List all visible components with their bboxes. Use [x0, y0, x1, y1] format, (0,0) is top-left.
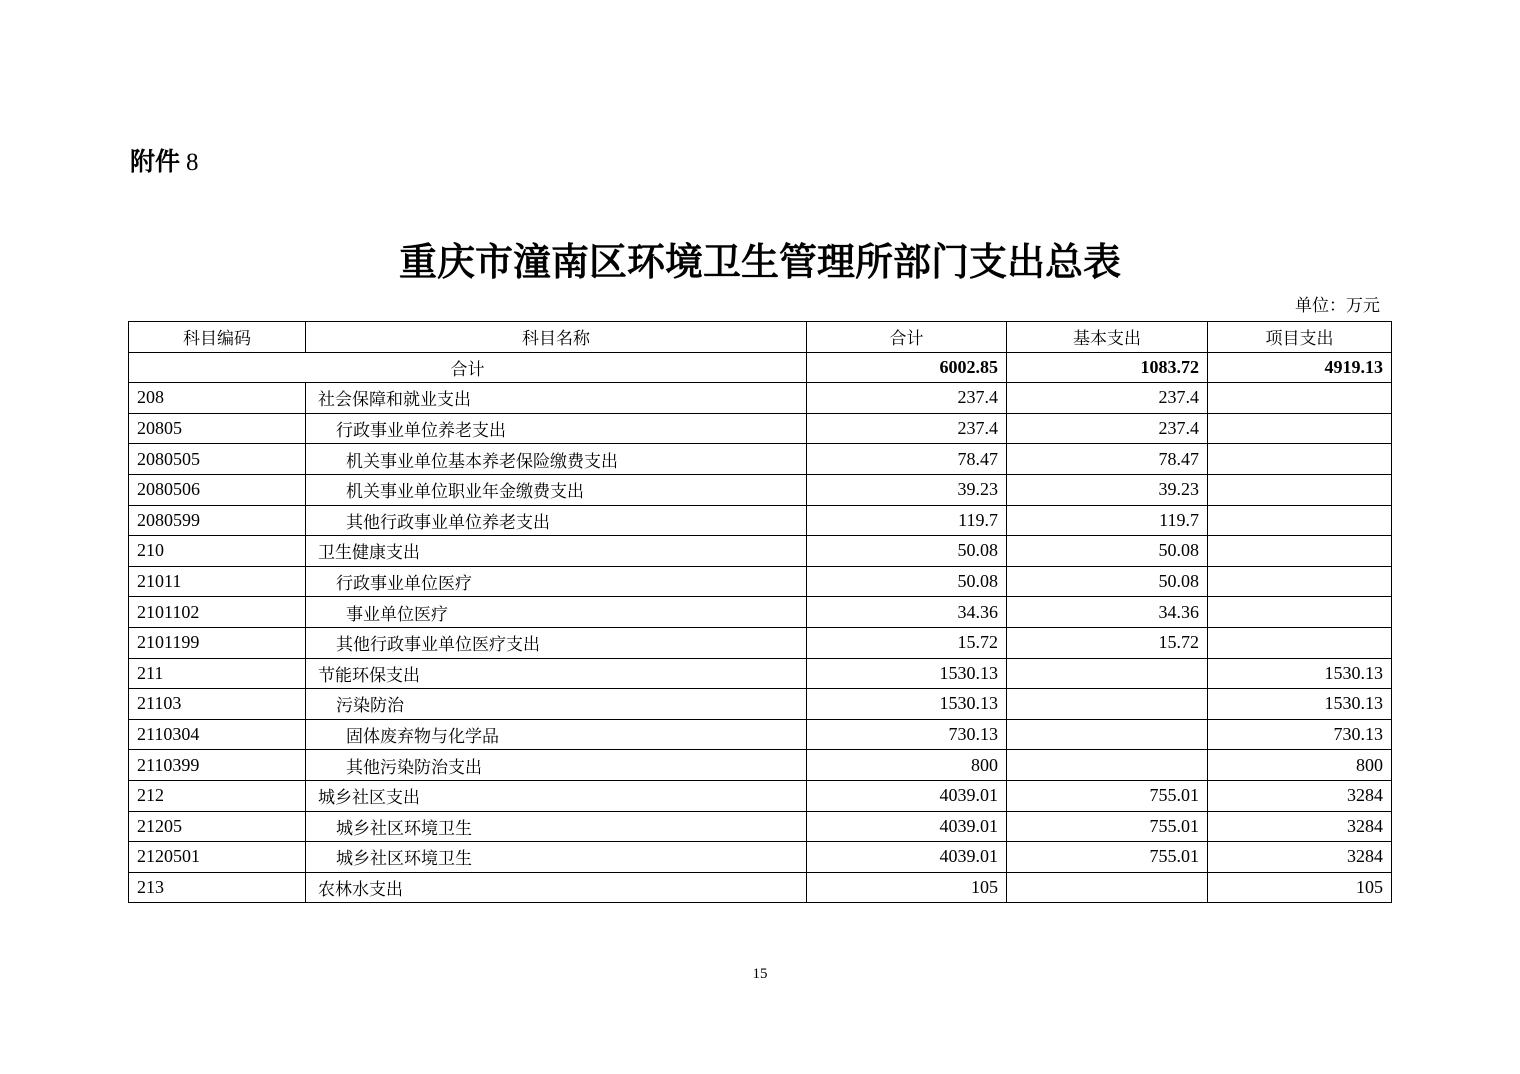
- cell-name: 城乡社区支出: [306, 780, 807, 811]
- cell-code: 210: [129, 536, 306, 567]
- cell-project: [1208, 505, 1392, 536]
- cell-total: 4039.01: [807, 811, 1007, 842]
- cell-project: [1208, 566, 1392, 597]
- cell-total: 1530.13: [807, 658, 1007, 689]
- cell-total: 34.36: [807, 597, 1007, 628]
- table-row: [129, 658, 1392, 689]
- cell-project: [1208, 444, 1392, 475]
- table-row: [129, 597, 1392, 628]
- cell-project: 105: [1208, 872, 1392, 903]
- cell-name: 其他污染防治支出: [306, 750, 807, 781]
- page-number: 15: [752, 966, 768, 982]
- expenditure-table: [128, 321, 1392, 903]
- table-row: [129, 505, 1392, 536]
- cell-project: 3284: [1208, 780, 1392, 811]
- cell-basic: 34.36: [1007, 597, 1208, 628]
- table-row: [129, 413, 1392, 444]
- cell-project: 730.13: [1208, 719, 1392, 750]
- cell-total: 730.13: [807, 719, 1007, 750]
- cell-name: 农林水支出: [306, 872, 807, 903]
- cell-code: 213: [129, 872, 306, 903]
- total-basic: 1083.72: [1007, 352, 1208, 383]
- cell-project: 800: [1208, 750, 1392, 781]
- cell-code: 2080599: [129, 505, 306, 536]
- cell-basic: [1007, 689, 1208, 720]
- cell-total: 39.23: [807, 474, 1007, 505]
- table-row: [129, 536, 1392, 567]
- cell-basic: 119.7: [1007, 505, 1208, 536]
- cell-code: 2110399: [129, 750, 306, 781]
- cell-basic: 755.01: [1007, 811, 1208, 842]
- cell-basic: 50.08: [1007, 566, 1208, 597]
- total-row: [129, 352, 1392, 383]
- cell-total: 4039.01: [807, 842, 1007, 873]
- cell-name: 事业单位医疗: [306, 597, 807, 628]
- cell-basic: 237.4: [1007, 383, 1208, 414]
- table-row: [129, 811, 1392, 842]
- table-row: [129, 444, 1392, 475]
- attachment-label: [130, 146, 199, 179]
- cell-project: 1530.13: [1208, 689, 1392, 720]
- unit-label: 单位：万元: [1295, 296, 1380, 316]
- cell-name: 其他行政事业单位医疗支出: [306, 627, 807, 658]
- table-row: [129, 719, 1392, 750]
- cell-total: 105: [807, 872, 1007, 903]
- cell-project: [1208, 627, 1392, 658]
- cell-total: 119.7: [807, 505, 1007, 536]
- cell-code: 2080506: [129, 474, 306, 505]
- cell-name: 污染防治: [306, 689, 807, 720]
- cell-basic: 237.4: [1007, 413, 1208, 444]
- cell-basic: 50.08: [1007, 536, 1208, 567]
- header-total: 合计: [807, 322, 1007, 353]
- cell-name: 机关事业单位基本养老保险缴费支出: [306, 444, 807, 475]
- cell-name: 机关事业单位职业年金缴费支出: [306, 474, 807, 505]
- attachment-text: 附件: [130, 147, 181, 176]
- header-code: 科目编码: [129, 322, 306, 353]
- cell-code: 21205: [129, 811, 306, 842]
- cell-code: 2120501: [129, 842, 306, 873]
- cell-project: 3284: [1208, 842, 1392, 873]
- cell-basic: [1007, 719, 1208, 750]
- cell-total: 4039.01: [807, 780, 1007, 811]
- cell-basic: 755.01: [1007, 842, 1208, 873]
- table-row: [129, 474, 1392, 505]
- table-row: [129, 566, 1392, 597]
- cell-name: 社会保障和就业支出: [306, 383, 807, 414]
- cell-code: 20805: [129, 413, 306, 444]
- table-row: [129, 872, 1392, 903]
- table-row: [129, 750, 1392, 781]
- header-project: 项目支出: [1208, 322, 1392, 353]
- cell-name: 卫生健康支出: [306, 536, 807, 567]
- cell-code: 2101102: [129, 597, 306, 628]
- cell-code: 2101199: [129, 627, 306, 658]
- table-row: [129, 780, 1392, 811]
- cell-basic: 15.72: [1007, 627, 1208, 658]
- cell-name: 其他行政事业单位养老支出: [306, 505, 807, 536]
- cell-total: 237.4: [807, 413, 1007, 444]
- cell-project: [1208, 413, 1392, 444]
- cell-total: 78.47: [807, 444, 1007, 475]
- cell-basic: 78.47: [1007, 444, 1208, 475]
- cell-name: 固体废弃物与化学品: [306, 719, 807, 750]
- cell-code: 212: [129, 780, 306, 811]
- cell-basic: 39.23: [1007, 474, 1208, 505]
- attachment-number: 8: [186, 149, 199, 176]
- cell-code: 2080505: [129, 444, 306, 475]
- cell-project: [1208, 474, 1392, 505]
- cell-name: 城乡社区环境卫生: [306, 811, 807, 842]
- table-body: [129, 352, 1392, 903]
- table-row: [129, 383, 1392, 414]
- cell-name: 行政事业单位养老支出: [306, 413, 807, 444]
- cell-project: 3284: [1208, 811, 1392, 842]
- cell-code: 21011: [129, 566, 306, 597]
- page-title: 重庆市潼南区环境卫生管理所部门支出总表: [398, 239, 1121, 284]
- cell-total: 15.72: [807, 627, 1007, 658]
- cell-project: [1208, 536, 1392, 567]
- cell-project: [1208, 597, 1392, 628]
- cell-project: 1530.13: [1208, 658, 1392, 689]
- table-row: [129, 627, 1392, 658]
- cell-total: 237.4: [807, 383, 1007, 414]
- cell-basic: [1007, 750, 1208, 781]
- cell-code: 21103: [129, 689, 306, 720]
- cell-total: 1530.13: [807, 689, 1007, 720]
- cell-name: 节能环保支出: [306, 658, 807, 689]
- cell-total: 800: [807, 750, 1007, 781]
- header-basic: 基本支出: [1007, 322, 1208, 353]
- cell-code: 211: [129, 658, 306, 689]
- total-label: 合计: [129, 352, 807, 383]
- cell-total: 50.08: [807, 536, 1007, 567]
- total-project: 4919.13: [1208, 352, 1392, 383]
- cell-total: 50.08: [807, 566, 1007, 597]
- cell-basic: [1007, 872, 1208, 903]
- cell-basic: 755.01: [1007, 780, 1208, 811]
- cell-code: 2110304: [129, 719, 306, 750]
- cell-basic: [1007, 658, 1208, 689]
- table-row: [129, 842, 1392, 873]
- cell-name: 城乡社区环境卫生: [306, 842, 807, 873]
- header-name: 科目名称: [306, 322, 807, 353]
- cell-name: 行政事业单位医疗: [306, 566, 807, 597]
- table-row: [129, 689, 1392, 720]
- cell-project: [1208, 383, 1392, 414]
- table-header-row: [129, 322, 1392, 353]
- total-total: 6002.85: [807, 352, 1007, 383]
- cell-code: 208: [129, 383, 306, 414]
